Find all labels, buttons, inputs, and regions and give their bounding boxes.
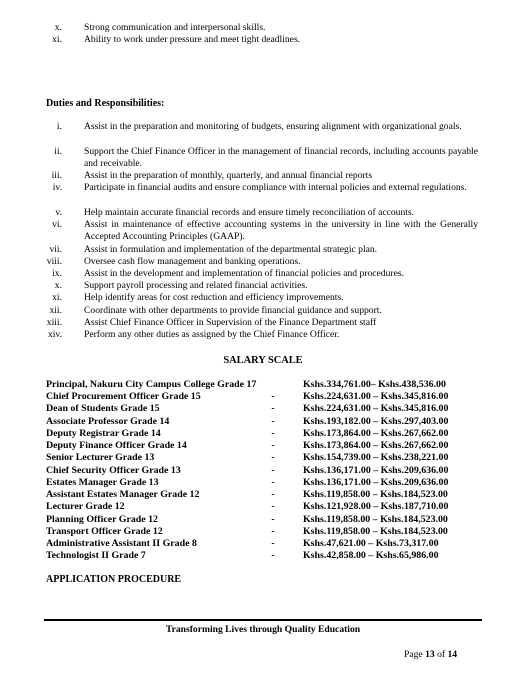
salary-range: Kshs.119,858.00 – Kshs.184,523.00 — [303, 514, 448, 525]
position-name: Transport Officer Grade 12 — [46, 526, 163, 537]
page-of: of — [437, 649, 446, 660]
salary-range: Kshs.224,631.00 – Kshs.345,816.00 — [303, 391, 449, 402]
separator-dash: - — [271, 501, 275, 512]
position-name: Chief Security Officer Grade 13 — [46, 465, 181, 476]
position-name: Estates Manager Grade 13 — [46, 477, 159, 488]
table-row — [46, 477, 486, 489]
list-number: viii. — [46, 256, 62, 267]
list-number: xiii. — [46, 317, 62, 328]
position-name: Chief Procurement Officer Grade 15 — [46, 391, 201, 402]
list-item: Assist in the preparation and monitoring of budgets, ensuring alignment with organizational goals. — [84, 121, 462, 132]
position-name: Planning Officer Grade 12 — [46, 514, 158, 525]
list-number: iii. — [51, 170, 62, 181]
list-number: x. — [54, 22, 62, 33]
position-name: Administrative Assistant II Grade 8 — [46, 538, 197, 549]
salary-range: Kshs.47,621.00 – Kshs.73,317.00 — [303, 538, 439, 549]
salary-range: Kshs.119,858.00 – Kshs.184,523.00 — [303, 526, 448, 537]
position-name: Deputy Registrar Grade 14 — [46, 428, 161, 439]
list-item: Assist in formulation and implementation of the departmental strategic plan. — [84, 244, 378, 255]
table-row — [46, 379, 486, 391]
page-prefix: Page — [404, 649, 423, 660]
position-name: Technologist II Grade 7 — [46, 550, 146, 561]
list-item: Ability to work under pressure and meet tight deadlines. — [84, 34, 301, 45]
table-row — [46, 428, 486, 440]
separator-dash: - — [271, 452, 275, 463]
separator-dash: - — [271, 428, 275, 439]
list-number: iv. — [52, 182, 62, 193]
salary-range: Kshs.334,761.00– Kshs.438,536.00 — [303, 379, 446, 390]
list-number: xi. — [52, 34, 62, 45]
list-item: Assist in maintenance of effective accounting systems in the university in line with the Generally Accepted Accounting Principles (GAAP). — [84, 219, 478, 242]
separator-dash: - — [271, 550, 275, 561]
table-row — [46, 526, 486, 538]
list-item: Perform any other duties as assigned by the Chief Finance Officer. — [84, 329, 340, 340]
separator-dash: - — [271, 489, 275, 500]
salary-range: Kshs.154,739.00 – Kshs.238,221.00 — [303, 452, 449, 463]
duties-heading: Duties and Responsibilities: — [46, 98, 165, 109]
salary-range: Kshs.42,858.00 – Kshs.65,986.00 — [303, 550, 439, 561]
table-row — [46, 416, 486, 428]
list-item: Support payroll processing and related financial activities. — [84, 280, 308, 291]
list-number: v. — [55, 207, 62, 218]
separator-dash: - — [271, 416, 275, 427]
position-name: Deputy Finance Officer Grade 14 — [46, 440, 187, 451]
list-number: xiv. — [47, 329, 62, 340]
list-item: Assist in the preparation of monthly, quarterly, and annual financial reports — [84, 170, 373, 181]
list-item: Strong communication and interpersonal skills. — [84, 22, 266, 33]
table-row — [46, 452, 486, 464]
list-number: xii. — [49, 305, 62, 316]
salary-range: Kshs.224,631.00 – Kshs.345,816.00 — [303, 403, 449, 414]
list-number: vii. — [49, 244, 62, 255]
list-item: Assist Chief Finance Officer in Supervision of the Finance Department staff — [84, 317, 377, 328]
table-row — [46, 489, 486, 501]
salary-scale-heading: SALARY SCALE — [223, 355, 303, 366]
footer-divider — [44, 619, 482, 621]
table-row — [46, 403, 486, 415]
position-name: Lecturer Grade 12 — [46, 501, 125, 512]
page-number — [404, 649, 457, 661]
list-number: x. — [54, 280, 62, 291]
salary-range: Kshs.119,858.00 – Kshs.184,523.00 — [303, 489, 448, 500]
table-row — [46, 550, 486, 562]
separator-dash: - — [271, 514, 275, 525]
separator-dash: - — [271, 465, 275, 476]
salary-range: Kshs.136,171.00 – Kshs.209,636.00 — [303, 465, 449, 476]
table-row — [46, 514, 486, 526]
separator-dash: - — [271, 526, 275, 537]
page-current: 13 — [425, 649, 435, 660]
list-item: Help identify areas for cost reduction and efficiency improvements. — [84, 292, 344, 303]
position-name: Senior Lecturer Grade 13 — [46, 452, 155, 463]
list-item: Oversee cash flow management and banking operations. — [84, 256, 301, 267]
list-number: ix. — [52, 268, 62, 279]
salary-range: Kshs.121,928.00 – Kshs.187,710.00 — [303, 501, 449, 512]
position-name: Principal, Nakuru City Campus College Grade 17 — [46, 379, 257, 390]
separator-dash: - — [271, 391, 275, 402]
table-row — [46, 465, 486, 477]
separator-dash: - — [271, 538, 275, 549]
salary-range: Kshs.173,864.00 – Kshs.267,662.00 — [303, 440, 449, 451]
position-name: Associate Professor Grade 14 — [46, 416, 170, 427]
table-row — [46, 538, 486, 550]
page-total: 14 — [447, 649, 458, 660]
table-row — [46, 440, 486, 452]
salary-range: Kshs.173,864.00 – Kshs.267,662.00 — [303, 428, 449, 439]
list-item: Assist in the development and implementation of financial policies and procedures. — [84, 268, 404, 279]
list-number: ii. — [54, 146, 62, 157]
list-number: vi. — [52, 219, 62, 230]
position-name: Assistant Estates Manager Grade 12 — [46, 489, 200, 500]
position-name: Dean of Students Grade 15 — [46, 403, 160, 414]
separator-dash: - — [271, 440, 275, 451]
separator-dash: - — [271, 477, 275, 488]
list-number: xi. — [52, 292, 62, 303]
separator-dash: - — [271, 403, 275, 414]
list-item: Participate in financial audits and ensure compliance with internal policies and external regulations. — [84, 182, 467, 193]
table-row — [46, 391, 486, 403]
list-item: Support the Chief Finance Officer in the management of financial records, including accounts payable and receivable. — [84, 146, 478, 169]
application-procedure-heading: APPLICATION PROCEDURE — [46, 574, 182, 585]
list-item: Coordinate with other departments to provide financial guidance and support. — [84, 305, 382, 316]
salary-range: Kshs.136,171.00 – Kshs.209,636.00 — [303, 477, 449, 488]
list-number: i. — [56, 121, 62, 132]
salary-range: Kshs.193,182.00 – Kshs.297,403.00 — [303, 416, 449, 427]
table-row — [46, 501, 486, 513]
list-item: Help maintain accurate financial records and ensure timely reconciliation of accounts. — [84, 207, 415, 218]
footer-motto: Transforming Lives through Quality Education — [165, 624, 361, 635]
